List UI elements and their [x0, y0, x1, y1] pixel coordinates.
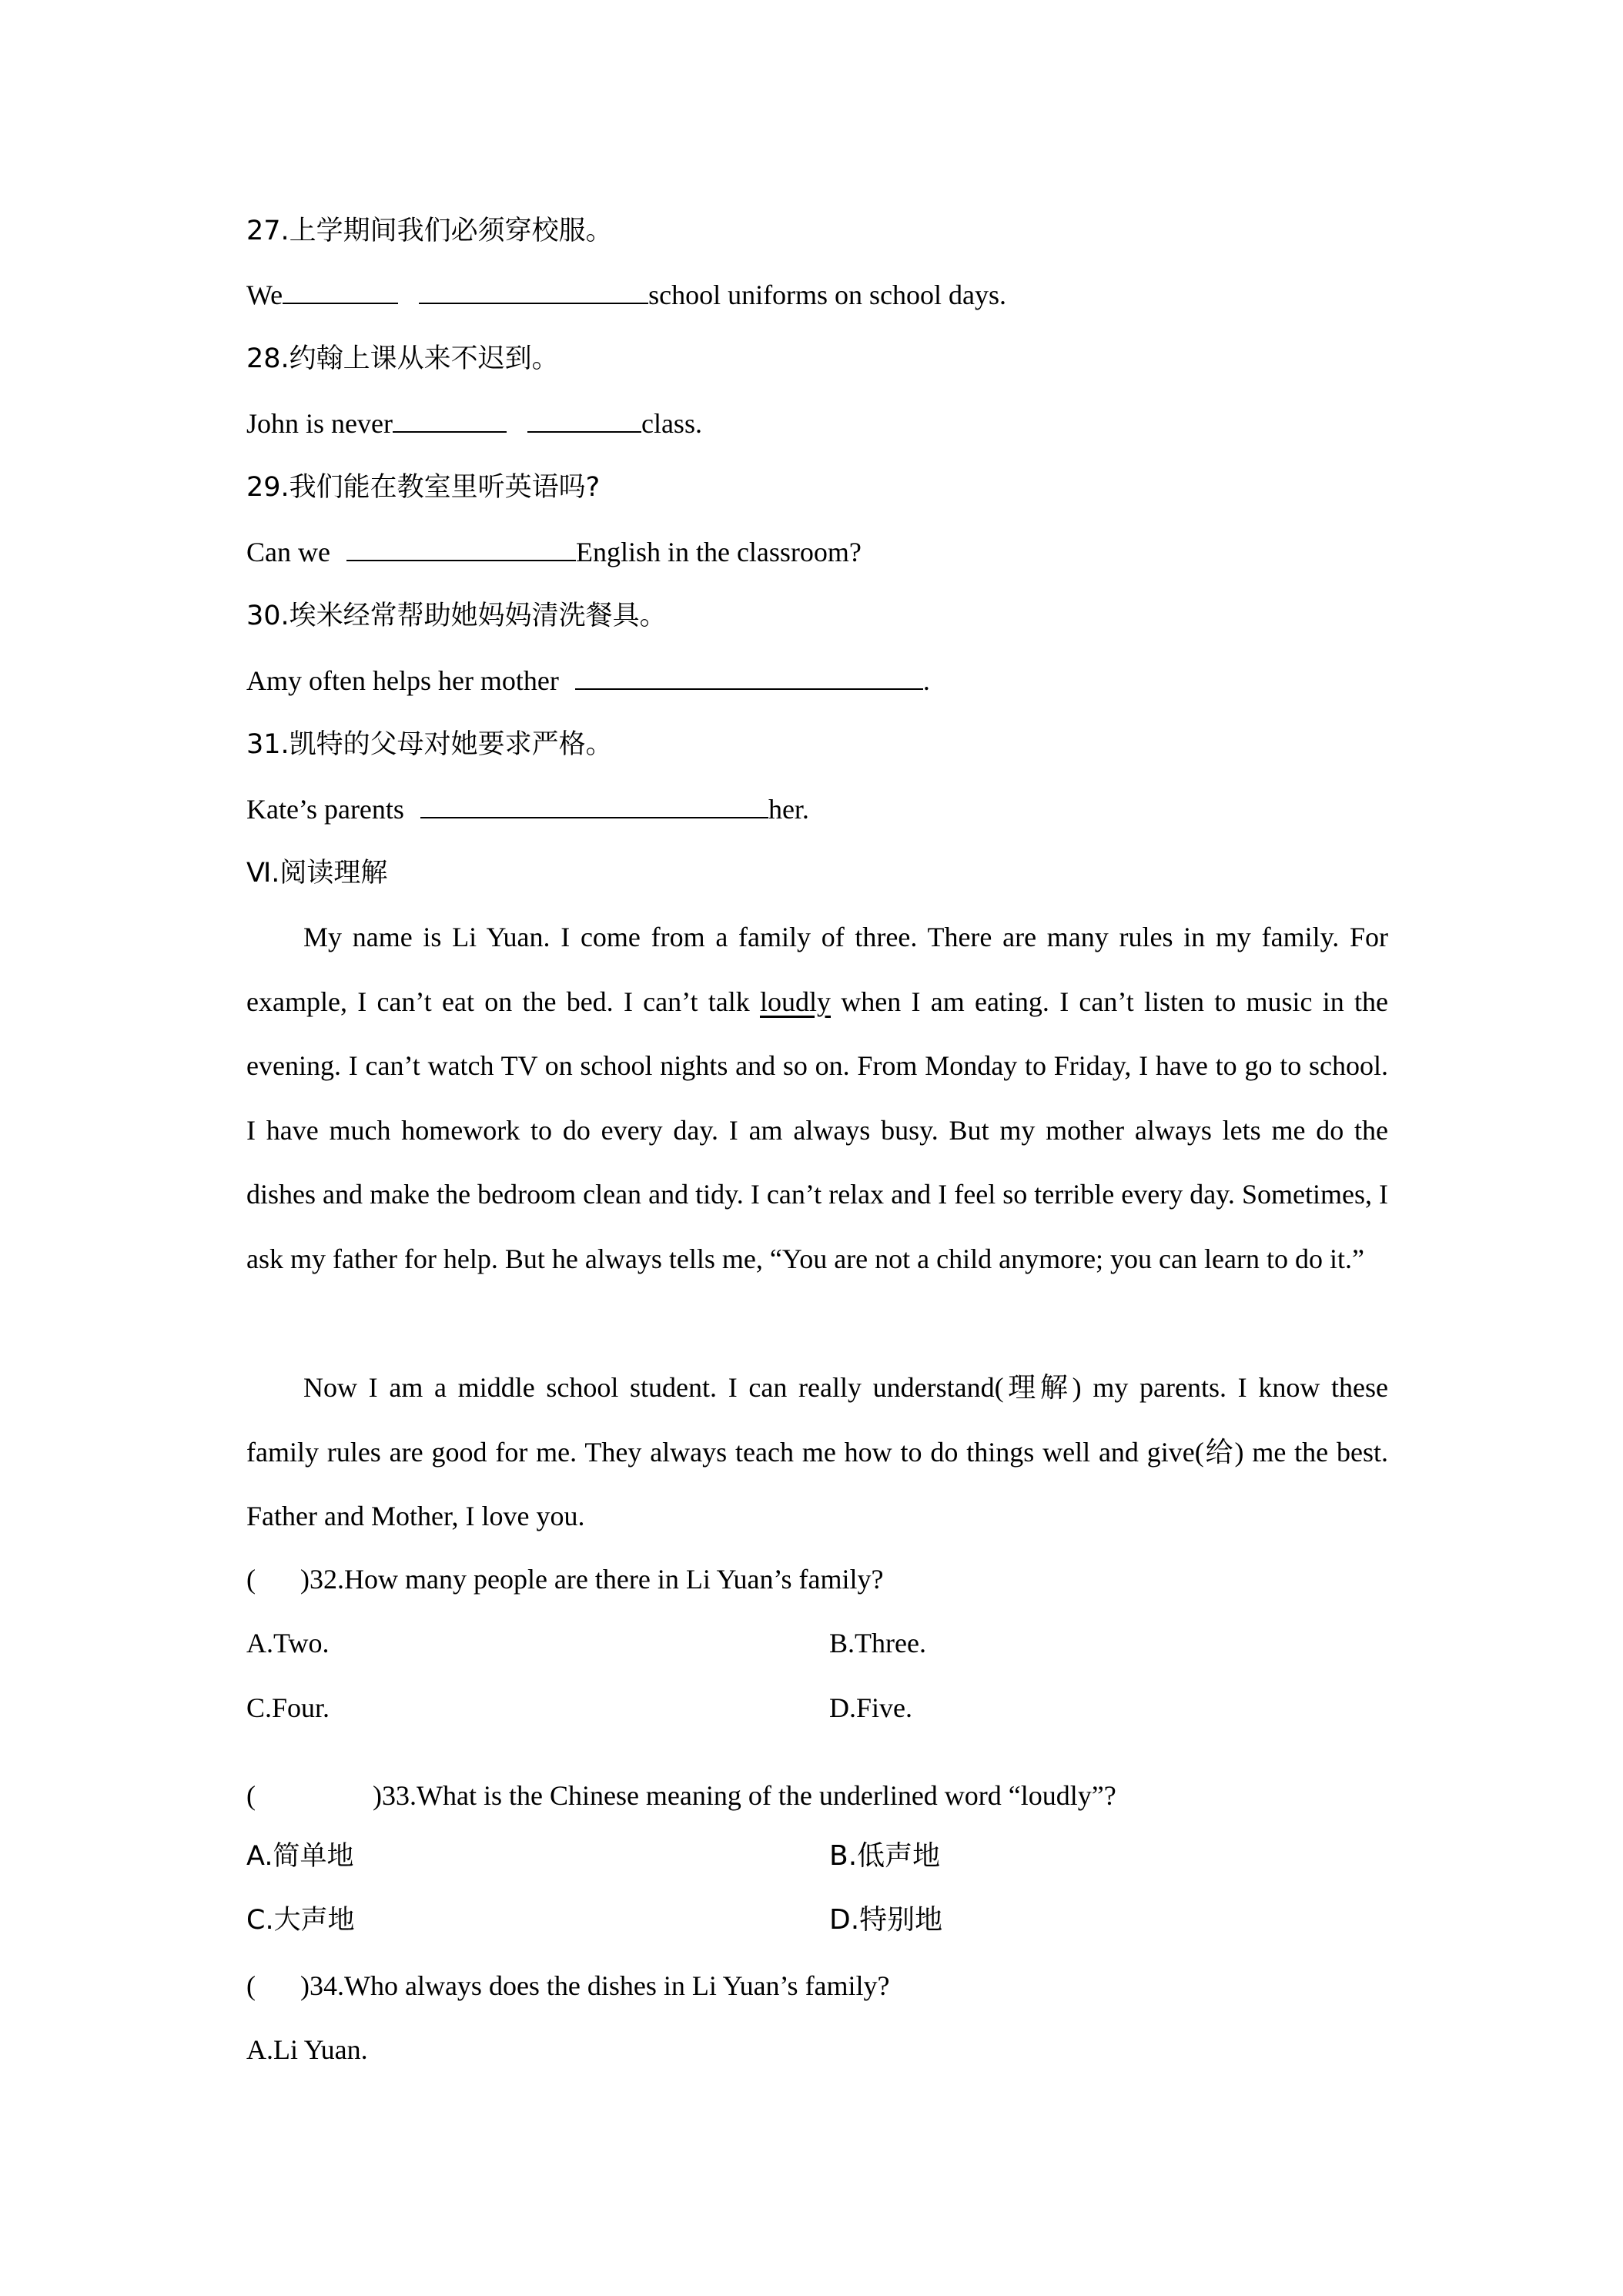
q29-pre: Can we: [246, 537, 330, 567]
underlined-word: loudly: [759, 986, 831, 1017]
passage-paragraph-2: Now I am a middle school student. I can really understand(理解) my parents. I know these family rules are good for me. They always teach me how to do things well and give(给) me the best. Father and Mother, I love you.: [246, 1372, 1388, 1531]
q30-blank[interactable]: [575, 665, 923, 690]
section-title: Ⅵ.阅读理解: [246, 858, 388, 889]
q32-paren-open: (: [246, 1564, 256, 1595]
q27-blank-2[interactable]: [419, 279, 648, 304]
q32-option-c[interactable]: C.Four.: [246, 1692, 330, 1723]
q32-paren-close: ): [300, 1564, 310, 1595]
q32-option-d[interactable]: D.Five.: [829, 1692, 912, 1723]
q27-post: school uniforms on school days.: [648, 279, 1007, 310]
passage-paragraph-1: [246, 905, 1388, 1291]
q27-pre: We: [246, 279, 283, 310]
q31-sentence: [246, 791, 809, 828]
q34-text: 34.Who always does the dishes in Li Yuan’s family?: [310, 1970, 890, 2001]
q32-text: 32.How many people are there in Li Yuan’s family?: [310, 1564, 884, 1595]
q28-blank-1[interactable]: [393, 408, 507, 433]
q28-sentence: [246, 405, 702, 442]
q28-prompt: 28.约翰上课从来不迟到。: [246, 343, 559, 374]
q33-option-c[interactable]: C.大声地: [246, 1905, 355, 1936]
q32-stem: [246, 1561, 883, 1598]
q30-prompt: 30.埃米经常帮助她妈妈清洗餐具。: [246, 601, 667, 631]
q27-sentence: [246, 276, 1006, 313]
q30-sentence: [246, 662, 930, 699]
q33-stem: [246, 1777, 1116, 1814]
q30-pre: Amy often helps her mother: [246, 665, 559, 696]
q31-post: her.: [768, 794, 809, 825]
q33-option-d[interactable]: D.特别地: [829, 1904, 943, 1936]
q32-option-a[interactable]: A.Two.: [246, 1628, 330, 1658]
q32-option-b[interactable]: B.Three.: [829, 1628, 926, 1658]
q29-prompt: 29.我们能在教室里听英语吗?: [246, 472, 601, 503]
q34-option-a[interactable]: A.Li Yuan.: [246, 2034, 368, 2065]
q27-blank-1[interactable]: [283, 279, 398, 304]
q29-post: English in the classroom?: [575, 537, 862, 567]
q33-option-b[interactable]: B.低声地: [829, 1840, 941, 1872]
q31-prompt: 31.凯特的父母对她要求严格。: [246, 729, 613, 760]
q33-paren-close: ): [373, 1780, 382, 1811]
q28-blank-2[interactable]: [527, 408, 641, 433]
q30-post: .: [922, 665, 930, 696]
passage-p1-part-b: when I am eating. I can’t listen to music in the evening. I can’t watch TV on school nights and so on. From Monday to Friday, I have to go to school. I have much homework to do every day. I am always busy. But my mother always lets me do the dishes and make the bedroom clean and tidy. I can’t relax and I feel so terrible every day. Sometimes, I ask my father for help. But he always tells me, “You are not a child anymore; you can learn to do it.”: [246, 986, 1388, 1274]
passage-p1-part-a: My name is Li Yuan. I come from a family of three. There are many rules in my family. For example, I can’t eat on the bed. I can’t talk: [246, 922, 1388, 1017]
q34-paren-close: ): [300, 1970, 310, 2001]
q28-post: class.: [641, 408, 702, 439]
q33-text: 33.What is the Chinese meaning of the underlined word “loudly”?: [382, 1780, 1116, 1811]
q28-pre: John is never: [246, 408, 393, 439]
q33-option-a[interactable]: A.简单地: [246, 1841, 354, 1872]
q34-paren-open: (: [246, 1970, 256, 2001]
q33-paren-open: (: [246, 1780, 256, 1811]
q29-sentence: [246, 534, 862, 571]
q34-stem: [246, 1967, 890, 2004]
q29-blank[interactable]: [346, 537, 576, 561]
q31-pre: Kate’s parents: [246, 794, 404, 825]
q31-blank[interactable]: [420, 794, 768, 818]
q27-prompt: 27.上学期间我们必须穿校服。: [246, 216, 613, 246]
